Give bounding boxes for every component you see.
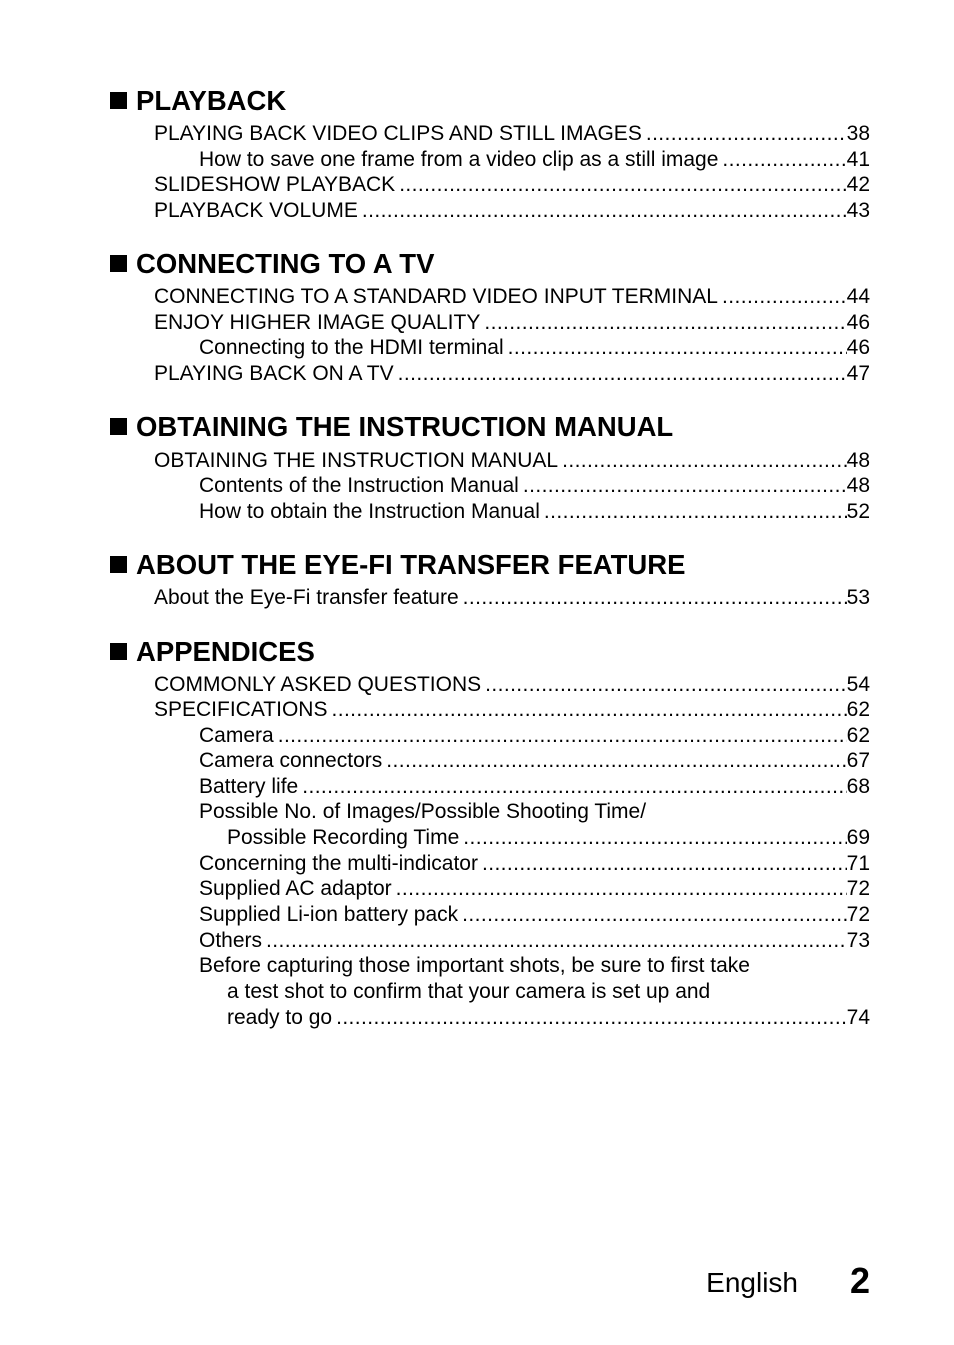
- square-bullet-icon: [110, 643, 127, 660]
- toc-entry[interactable]: Concerning the multi-indicator ..... 71: [199, 851, 870, 877]
- square-bullet-icon: [110, 556, 127, 573]
- toc-entry[interactable]: SPECIFICATIONS ..... 62: [154, 697, 870, 723]
- page-number: 47: [846, 362, 870, 385]
- toc-entry-line[interactable]: Before capturing those important shots, be sure to first take: [199, 954, 750, 977]
- dot-leader: [382, 748, 846, 774]
- toc-entry[interactable]: Possible Recording Time ..... 69: [227, 825, 870, 851]
- dot-leader: [394, 361, 847, 387]
- toc-entry[interactable]: How to obtain the Instruction Manual ..... 52: [199, 499, 870, 525]
- toc-entry[interactable]: PLAYBACK VOLUME ..... 43: [154, 198, 870, 224]
- toc-entry[interactable]: ready to go ..... 74: [227, 1005, 870, 1031]
- dot-leader: [262, 928, 847, 954]
- section-heading-manual: OBTAINING THE INSTRUCTION MANUAL: [110, 412, 673, 442]
- toc-entry[interactable]: Connecting to the HDMI terminal ..... 46: [199, 335, 870, 361]
- page-number: 53: [846, 586, 870, 609]
- dot-leader: [395, 172, 846, 198]
- dot-leader: [718, 284, 847, 310]
- toc-entry[interactable]: Camera ..... 62: [199, 723, 870, 749]
- page-number: 71: [846, 852, 870, 875]
- toc-entry[interactable]: ENJOY HIGHER IMAGE QUALITY ..... 46: [154, 310, 870, 336]
- square-bullet-icon: [110, 418, 127, 435]
- page-number: 42: [846, 173, 870, 196]
- square-bullet-icon: [110, 255, 127, 272]
- toc-entry[interactable]: Battery life ..... 68: [199, 774, 870, 800]
- square-bullet-icon: [110, 92, 127, 109]
- page-number: 44: [846, 285, 870, 308]
- dot-leader: [642, 121, 847, 147]
- section-heading-eyefi: ABOUT THE EYE-FI TRANSFER FEATURE: [110, 550, 686, 580]
- page-number: 73: [846, 929, 870, 952]
- dot-leader: [459, 585, 847, 611]
- dot-leader: [718, 147, 846, 173]
- page-number: 68: [846, 775, 870, 798]
- section-heading-appendices: APPENDICES: [110, 637, 315, 667]
- dot-leader: [332, 1005, 847, 1031]
- toc-entry[interactable]: PLAYING BACK VIDEO CLIPS AND STILL IMAGES ..... 38: [154, 121, 870, 147]
- dot-leader: [478, 851, 847, 877]
- page-number: 38: [846, 122, 870, 145]
- dot-leader: [274, 723, 847, 749]
- page-number: 67: [846, 749, 870, 772]
- toc-entry[interactable]: Camera connectors ..... 67: [199, 748, 870, 774]
- dot-leader: [540, 499, 847, 525]
- page-number: 46: [846, 311, 870, 334]
- dot-leader: [298, 774, 846, 800]
- dot-leader: [558, 448, 847, 474]
- page-number: 69: [846, 826, 870, 849]
- page-number: 62: [846, 698, 870, 721]
- toc-entry[interactable]: PLAYING BACK ON A TV ..... 47: [154, 361, 870, 387]
- toc-entry[interactable]: OBTAINING THE INSTRUCTION MANUAL ..... 48: [154, 448, 870, 474]
- toc-entry-line[interactable]: a test shot to confirm that your camera is set up and: [227, 980, 711, 1003]
- page-number: 62: [846, 724, 870, 747]
- toc-entry[interactable]: CONNECTING TO A STANDARD VIDEO INPUT TERMINAL ..... 44: [154, 284, 870, 310]
- dot-leader: [519, 473, 847, 499]
- page-number: 74: [846, 1006, 870, 1029]
- toc-entry[interactable]: Contents of the Instruction Manual ..... 48: [199, 473, 870, 499]
- toc-entry[interactable]: COMMONLY ASKED QUESTIONS ..... 54: [154, 672, 870, 698]
- dot-leader: [458, 902, 846, 928]
- section-heading-tv: CONNECTING TO A TV: [110, 249, 434, 279]
- page-number: 46: [846, 336, 870, 359]
- dot-leader: [459, 825, 846, 851]
- page-number: 48: [846, 449, 870, 472]
- dot-leader: [480, 310, 846, 336]
- footer-language: English: [706, 1267, 798, 1298]
- toc-entry[interactable]: SLIDESHOW PLAYBACK ..... 42: [154, 172, 870, 198]
- dot-leader: [481, 672, 847, 698]
- page-number: 48: [846, 474, 870, 497]
- page-number: 43: [846, 199, 870, 222]
- page-number: 72: [846, 903, 870, 926]
- dot-leader: [392, 876, 847, 902]
- footer-page-number: 2: [849, 1260, 870, 1301]
- toc-entry[interactable]: Supplied AC adaptor ..... 72: [199, 876, 870, 902]
- dot-leader: [358, 198, 847, 224]
- toc-entry[interactable]: Supplied Li-ion battery pack ..... 72: [199, 902, 870, 928]
- page-number: 72: [846, 877, 870, 900]
- section-heading-playback: PLAYBACK: [110, 86, 286, 116]
- toc-entry-line[interactable]: Possible No. of Images/Possible Shooting Time/: [199, 800, 647, 823]
- toc-entry[interactable]: Others ..... 73: [199, 928, 870, 954]
- dot-leader: [504, 335, 847, 361]
- page-number: 41: [846, 148, 870, 171]
- dot-leader: [327, 697, 846, 723]
- toc-entry[interactable]: How to save one frame from a video clip as a still image ..... 41: [199, 147, 870, 173]
- page-number: 54: [846, 673, 870, 696]
- toc-entry[interactable]: About the Eye-Fi transfer feature ..... 53: [154, 585, 870, 611]
- page-number: 52: [846, 500, 870, 523]
